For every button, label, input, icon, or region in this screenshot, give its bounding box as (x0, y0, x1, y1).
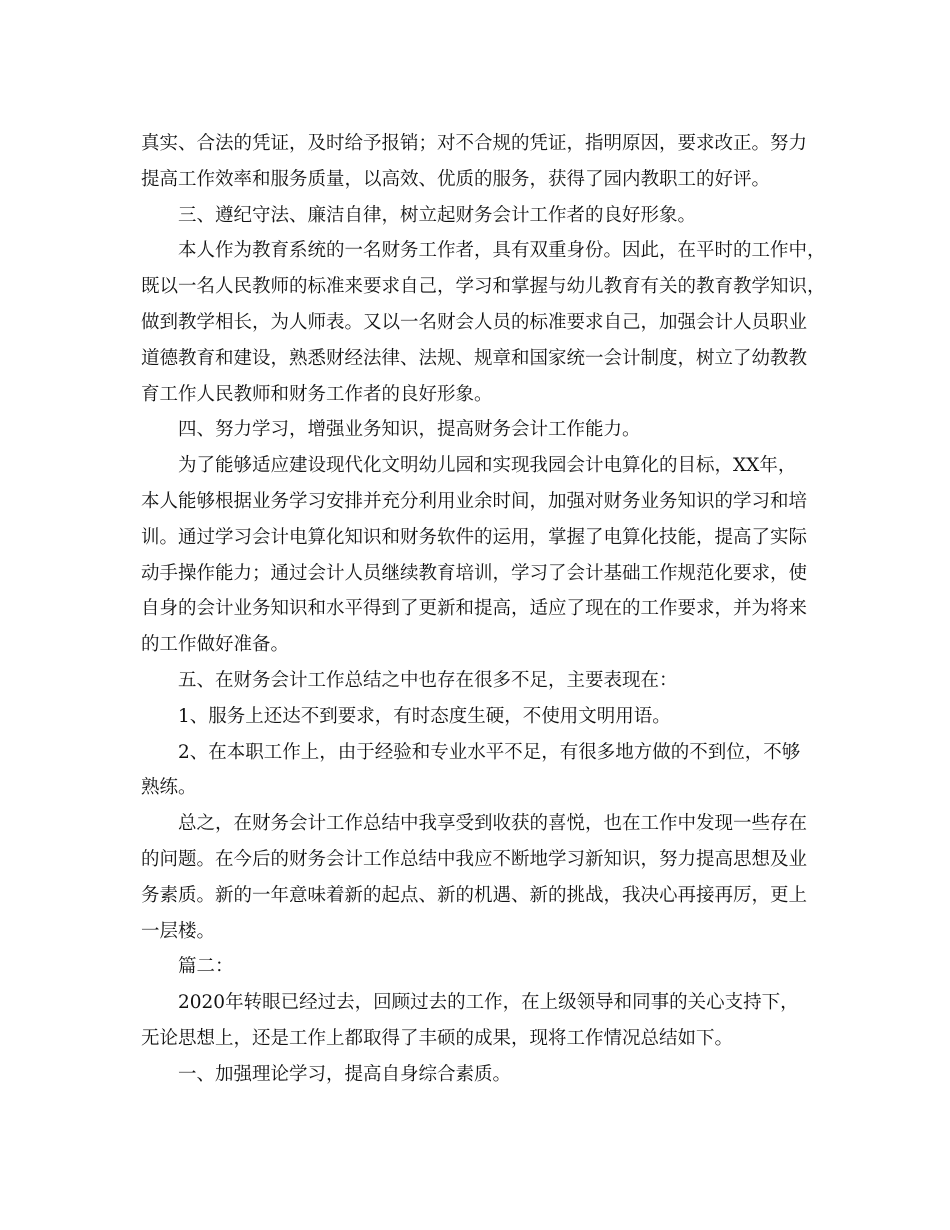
text-line: 提高工作效率和服务质量，以高效、优质的服务，获得了园内教职工的好评。 (141, 168, 771, 190)
text-line: 本人能够根据业务学习安排并充分利用业余时间，加强对财务业务知识的学习和培 (141, 490, 808, 512)
text-line: 一层楼。 (141, 920, 216, 942)
text-line: 的工作做好准备。 (141, 634, 290, 656)
text-line: 道德教育和建设，熟悉财经法律、法规、规章和国家统一会计制度，树立了幼教教 (141, 347, 808, 369)
text-line: 总之，在财务会计工作总结中我享受到收获的喜悦，也在工作中发现一些存在 (178, 813, 808, 835)
text-line: 训。通过学习会计电算化知识和财务软件的运用，掌握了电算化技能，提高了实际 (141, 526, 808, 548)
part-heading: 篇二： (178, 956, 234, 978)
text-line: 自身的会计业务知识和水平得到了更新和提高，适应了现在的工作要求，并为将来 (141, 598, 808, 620)
text-line: 本人作为教育系统的一名财务工作者，具有双重身份。因此，在平时的工作中， (178, 240, 826, 262)
text-line: 熟练。 (141, 777, 197, 799)
text-line: 既以一名人民教师的标准来要求自己，学习和掌握与幼儿教育有关的教育教学知识， (141, 276, 826, 298)
section-heading: 五、在财务会计工作总结之中也存在很多不足，主要表现在： (178, 669, 678, 691)
text-line: 真实、合法的凭证，及时给予报销；对不合规的凭证，指明原因，要求改正。努力 (141, 133, 808, 154)
list-item: 1、服务上还达不到要求，有时态度生硬，不使用文明用语。 (178, 705, 671, 727)
text-line: 务素质。新的一年意味着新的起点、新的机遇、新的挑战，我决心再接再厉，更上 (141, 884, 808, 906)
text-line: 为了能够适应建设现代化文明幼儿园和实现我园会计电算化的目标，XX年， (178, 455, 797, 477)
text-line: 动手操作能力；通过会计人员继续教育培训，学习了会计基础工作规范化要求，使 (141, 562, 808, 584)
text-line: 的问题。在今后的财务会计工作总结中我应不断地学习新知识，努力提高思想及业 (141, 848, 808, 870)
list-item: 2、在本职工作上，由于经验和专业水平不足，有很多地方做的不到位，不够 (178, 741, 801, 763)
document-body (141, 126, 831, 1093)
section-heading: 四、努力学习，增强业务知识，提高财务会计工作能力。 (178, 419, 641, 441)
text-line: 育工作人民教师和财务工作者的良好形象。 (141, 383, 493, 405)
text-line: 2020年转眼已经过去，回顾过去的工作，在上级领导和同事的关心支持下， (178, 992, 799, 1014)
section-heading: 三、遵纪守法、廉洁自律，树立起财务会计工作者的良好形象。 (178, 204, 697, 226)
section-heading: 一、加强理论学习，提高自身综合素质。 (178, 1063, 512, 1085)
text-line: 无论思想上，还是工作上都取得了丰硕的成果，现将工作情况总结如下。 (141, 1027, 734, 1049)
text-line: 做到教学相长，为人师表。又以一名财会人员的标准要求自己，加强会计人员职业 (141, 311, 808, 333)
